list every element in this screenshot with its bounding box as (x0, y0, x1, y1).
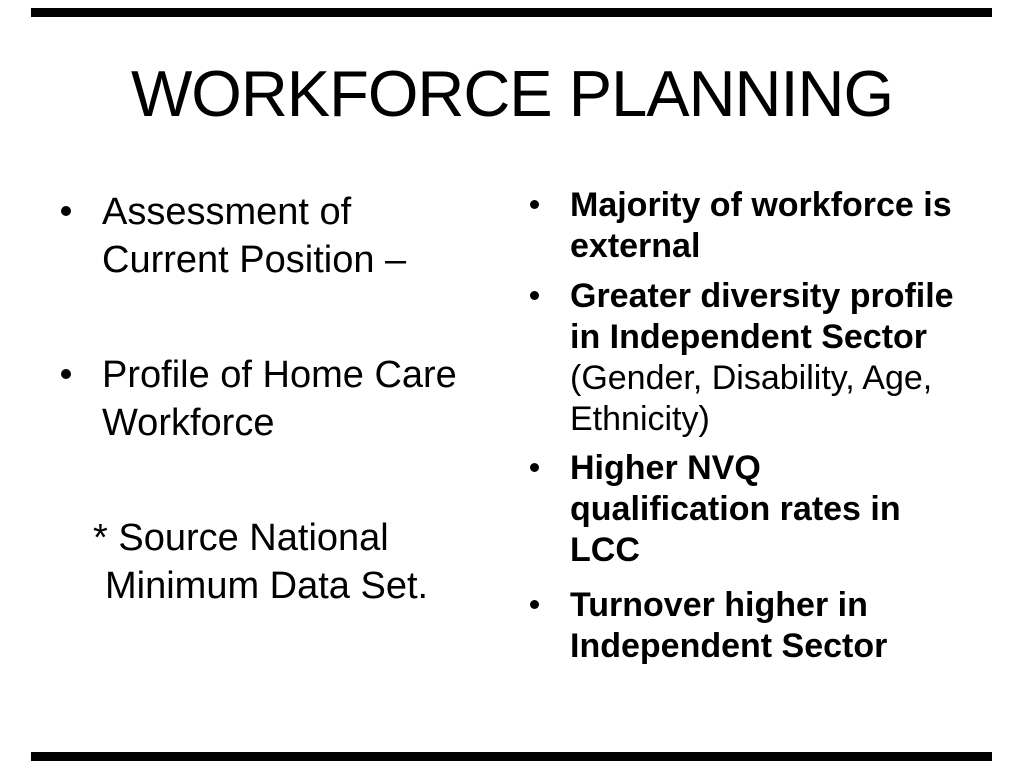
bullet-line: LCC (570, 531, 640, 569)
bullet-dot (530, 291, 539, 300)
source-note (93, 514, 428, 610)
top-border-bar (31, 8, 992, 17)
bullet-dot (530, 600, 539, 609)
bullet-line: in Independent Sector (570, 318, 928, 356)
bullet-line: Greater diversity profile (570, 277, 954, 315)
bullet-line: (Gender, Disability, Age, (570, 359, 933, 397)
right-bullet-3 (570, 448, 901, 571)
left-bullet-1 (102, 188, 406, 284)
bullet-line: Workforce (102, 402, 275, 444)
bullet-line: Profile of Home Care (102, 354, 457, 396)
source-note-line: Minimum Data Set. (105, 565, 429, 607)
left-bullet-2 (102, 351, 457, 447)
bullet-line: Assessment of (102, 191, 352, 233)
right-bullet-2 (570, 276, 954, 440)
bullet-line: Turnover higher in (570, 586, 868, 624)
bullet-dot (530, 463, 539, 472)
bullet-line: Current Position – (102, 239, 407, 281)
source-note-line: * Source National (93, 517, 389, 559)
bottom-border-bar (31, 752, 992, 761)
bullet-line: Higher NVQ (570, 449, 761, 487)
right-bullet-1 (570, 185, 952, 267)
bullet-line: Ethnicity) (570, 400, 710, 438)
bullet-line: Independent Sector (570, 627, 888, 665)
bullet-dot (61, 206, 71, 216)
bullet-line: external (570, 227, 701, 265)
bullet-dot (61, 369, 71, 379)
bullet-line: qualification rates in (570, 490, 901, 528)
bullet-dot (530, 200, 539, 209)
slide-title: WORKFORCE PLANNING (130, 57, 894, 130)
bullet-line: Majority of workforce is (570, 186, 952, 224)
right-bullet-4 (570, 585, 887, 667)
